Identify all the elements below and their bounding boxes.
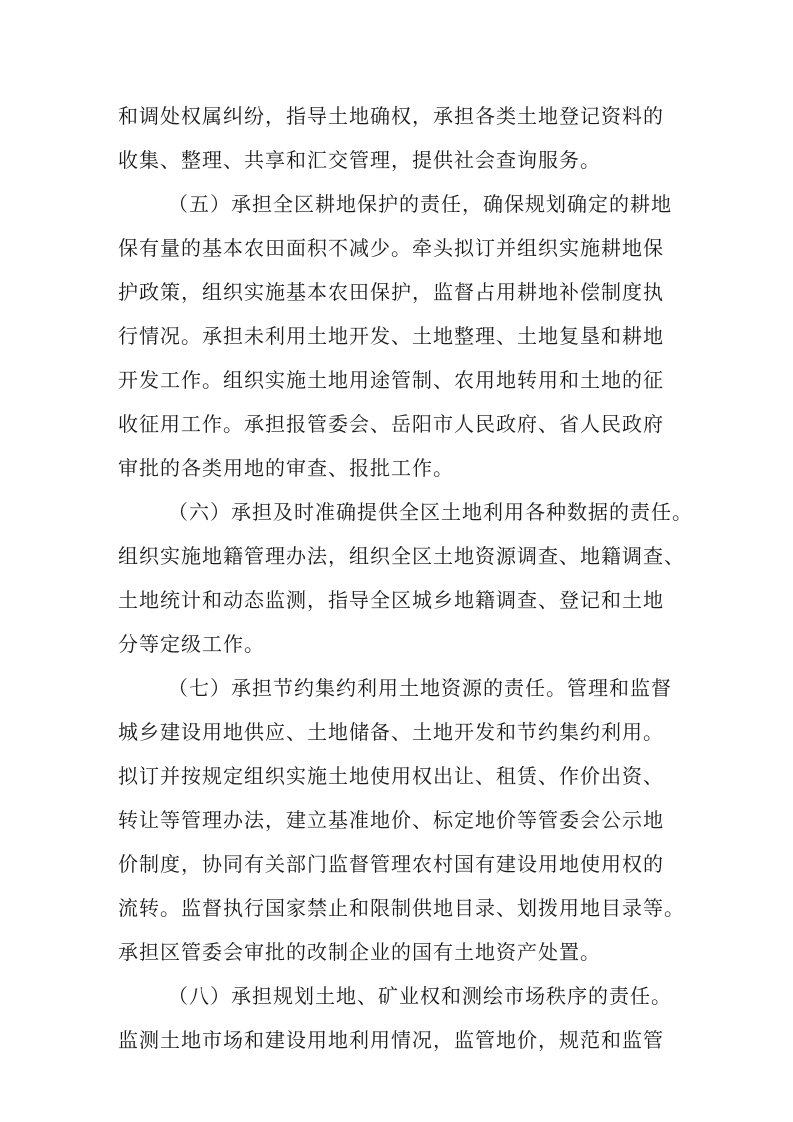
- text-line: 组织实施地籍管理办法，组织全区土地资源调查、地籍调查、: [118, 544, 685, 568]
- section-heading-line: （八）承担规划土地、矿业权和测绘市场秩序的责任。: [168, 984, 672, 1008]
- text-line: 价制度，协同有关部门监督管理农村国有建设用地使用权的: [118, 852, 664, 876]
- text-line: 拟订并按规定组织实施土地使用权出让、租赁、作价出资、: [118, 764, 664, 788]
- text-line: 承担区管委会审批的改制企业的国有土地资产处置。: [118, 940, 601, 964]
- text-line: 和调处权属纠纷，指导土地确权，承担各类土地登记资料的: [118, 104, 664, 128]
- section-heading-line: （七）承担节约集约利用土地资源的责任。管理和监督: [168, 676, 672, 700]
- text-line: 城乡建设用地供应、土地储备、土地开发和节约集约利用。: [118, 720, 664, 744]
- text-line: 土地统计和动态监测，指导全区城乡地籍调查、登记和土地: [118, 588, 664, 612]
- text-line: 开发工作。组织实施土地用途管制、农用地转用和土地的征: [118, 368, 664, 392]
- text-line: 收征用工作。承担报管委会、岳阳市人民政府、省人民政府: [118, 412, 664, 436]
- text-line: 审批的各类用地的审查、报批工作。: [118, 456, 454, 480]
- text-line: 收集、整理、共享和汇交管理，提供社会查询服务。: [118, 148, 601, 172]
- text-line: 监测土地市场和建设用地利用情况，监管地价，规范和监管: [118, 1028, 664, 1052]
- text-line: 保有量的基本农田面积不减少。牵头拟订并组织实施耕地保: [118, 236, 664, 260]
- text-line: 流转。监督执行国家禁止和限制供地目录、划拨用地目录等。: [118, 896, 685, 920]
- text-line: 分等定级工作。: [118, 632, 265, 656]
- text-line: 转让等管理办法，建立基准地价、标定地价等管委会公示地: [118, 808, 664, 832]
- text-line: 行情况。承担未利用土地开发、土地整理、土地复垦和耕地: [118, 324, 664, 348]
- section-heading-line: （六）承担及时准确提供全区土地利用各种数据的责任。: [168, 500, 693, 524]
- section-heading-line: （五）承担全区耕地保护的责任，确保规划确定的耕地: [168, 192, 672, 216]
- text-line: 护政策，组织实施基本农田保护，监督占用耕地补偿制度执: [118, 280, 664, 304]
